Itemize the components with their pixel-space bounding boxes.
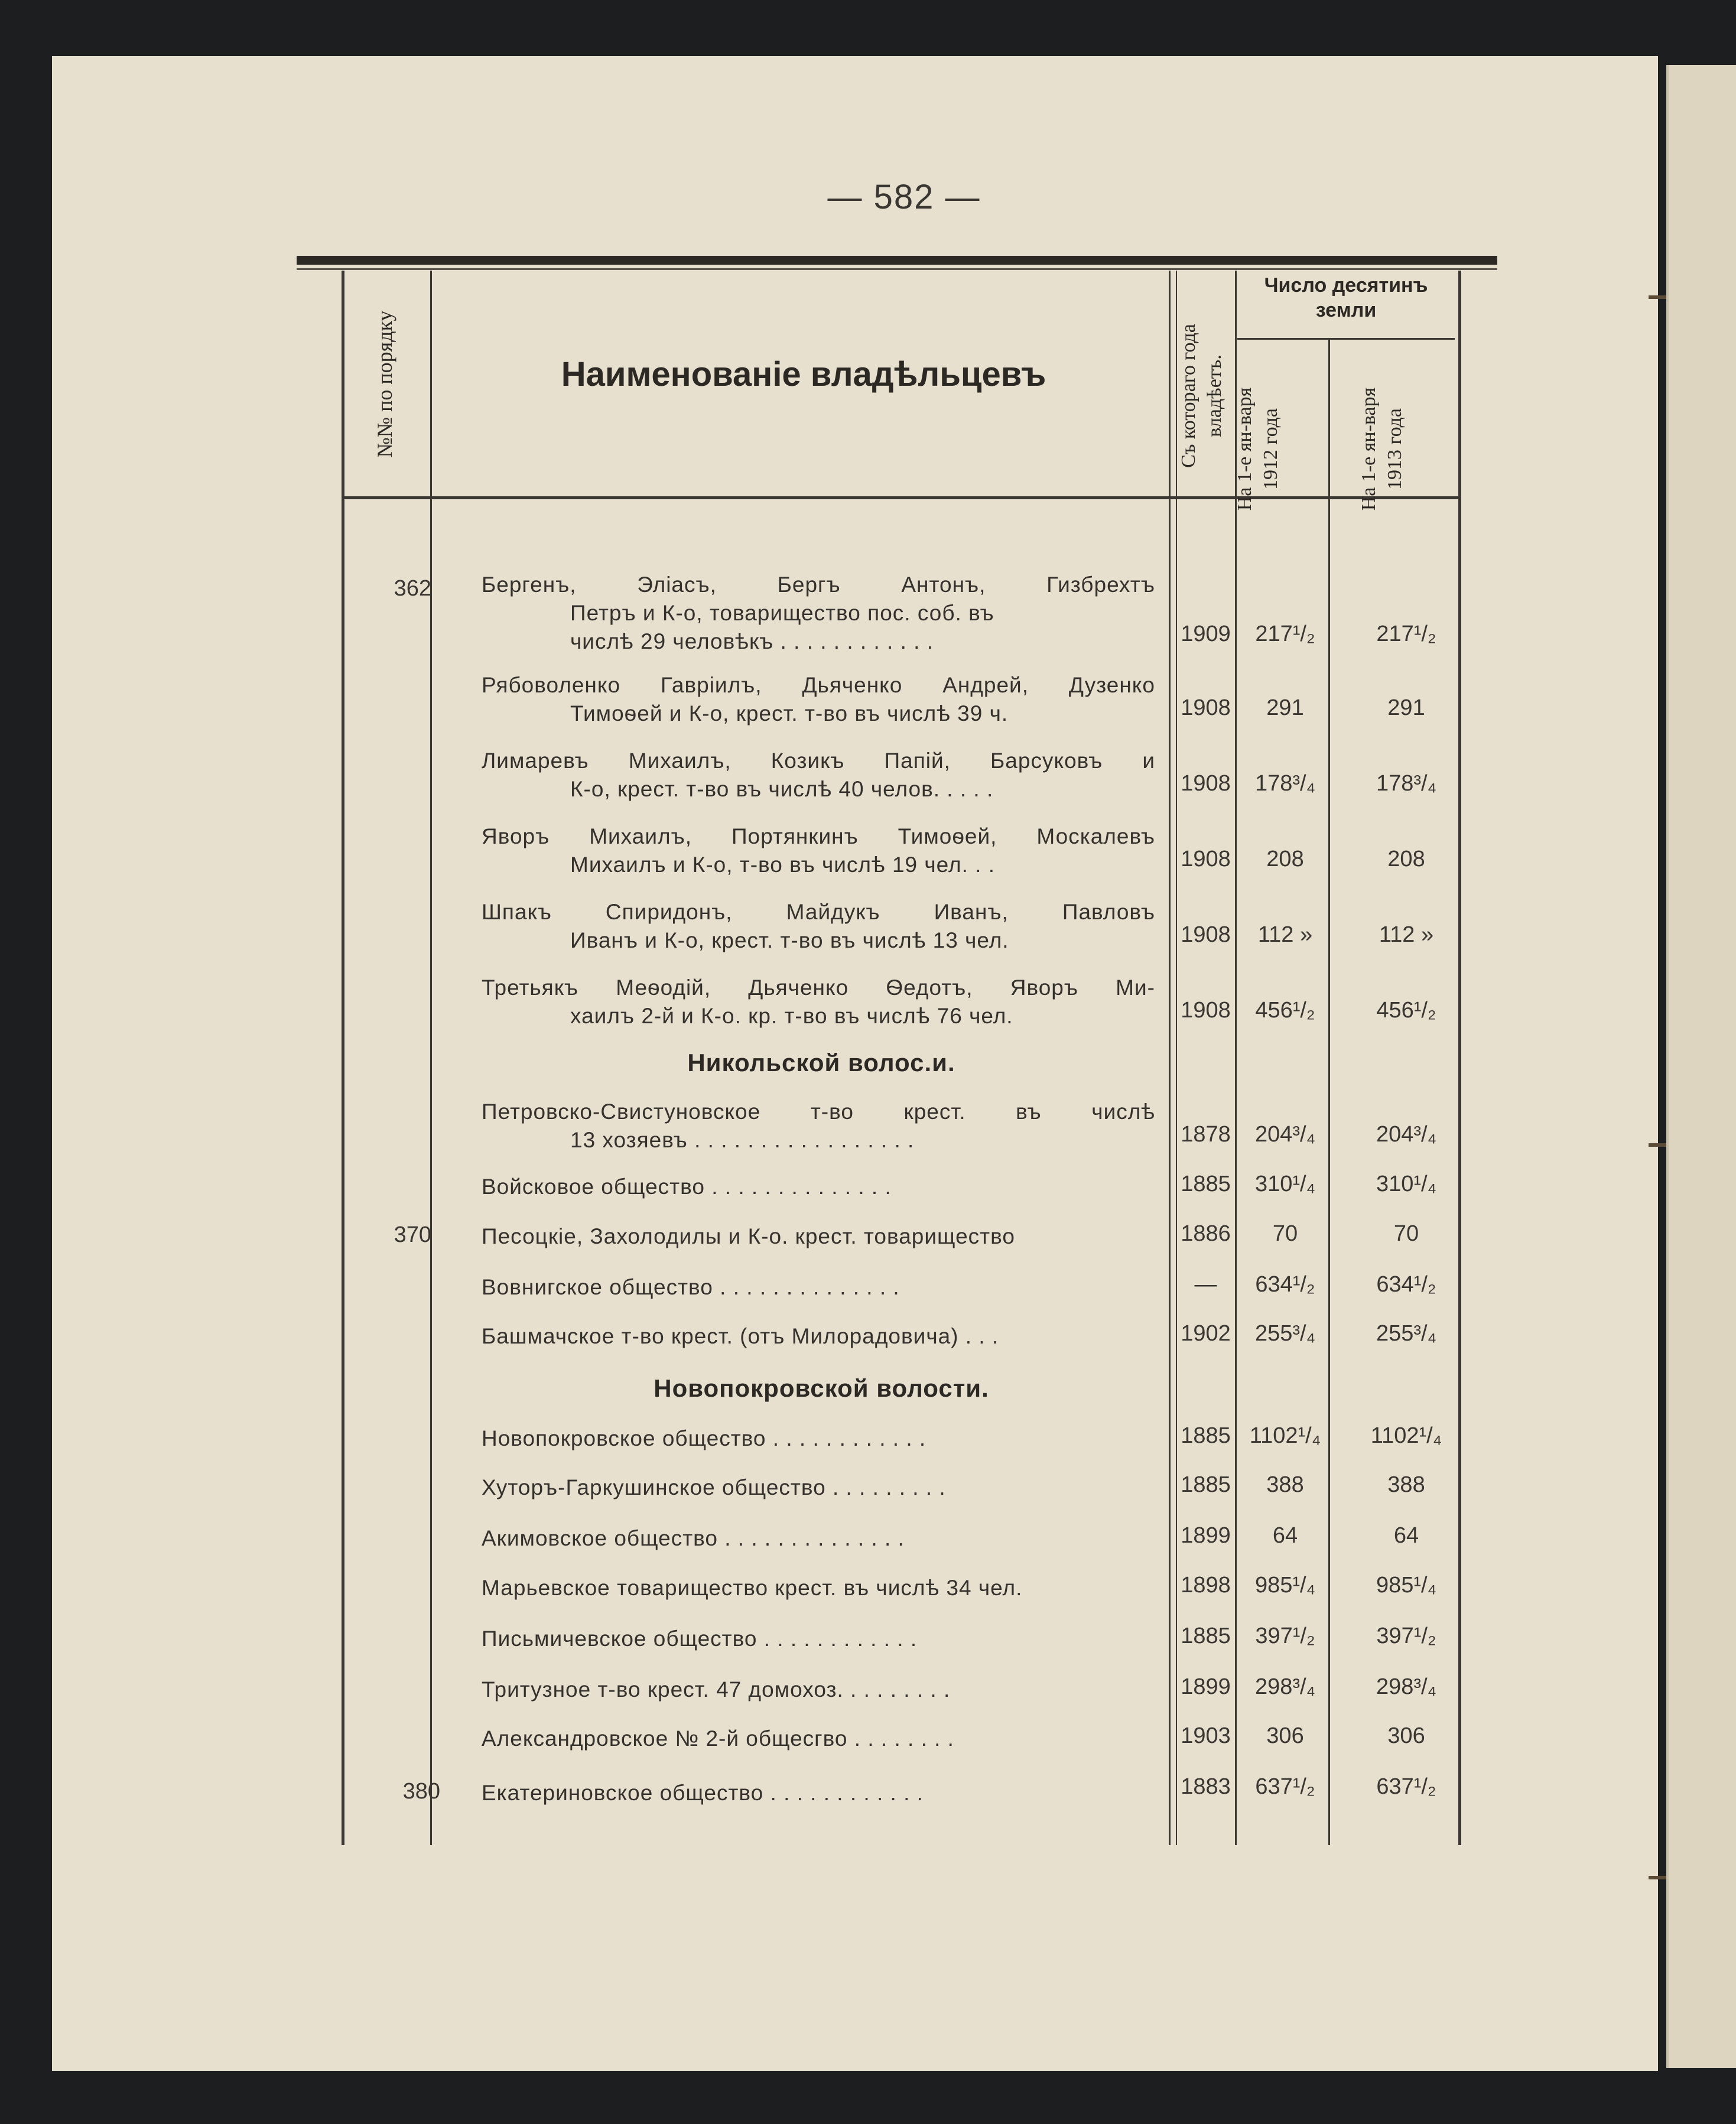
area-1913: 1102¹/₄ [1370, 1423, 1442, 1448]
owner-name: Третьякъ Меѳодій, Дьяченко Ѳедотъ, Яворъ Ми- хаилъ 2-й и К-о. кр. т-во въ числѣ 76 чел. [482, 975, 1155, 1028]
area-1913: 456¹/₂ [1376, 998, 1436, 1023]
owner-name: Песоцкіе, Захолодилы и К-о. крест. товарищество [482, 1224, 1015, 1248]
area-1912: 634¹/₂ [1255, 1272, 1315, 1297]
owner-name: Письмичевское общество . . . . . . . . . . . . [482, 1627, 918, 1651]
area-1913: 306 [1387, 1723, 1425, 1748]
owner-name: Рябоволенко Гавріилъ, Дьяченко Андрей, Дузенко Тимоѳей и К-о, крест. т-во въ числѣ 39 ч. [482, 673, 1155, 726]
owner-name: Башмачское т-во крест. (отъ Милорадовича) . . . [482, 1324, 999, 1348]
area-1913: 208 [1387, 847, 1425, 871]
owner-name: Екатериновское общество . . . . . . . . . . . . [482, 1781, 924, 1805]
owner-name: Тритузное т-во крест. 47 домохоз. . . . . . . . . [482, 1677, 951, 1702]
area-1913: 291 [1387, 695, 1425, 720]
owner-name: Войсковое общество . . . . . . . . . . . . . . [482, 1175, 892, 1199]
year-cell: 1908 [1181, 922, 1231, 947]
year-cell: 1908 [1181, 847, 1231, 871]
table-top-rule [297, 256, 1497, 265]
header-col-name: Наименованіе владѣльцевъ [561, 355, 1046, 393]
owner-name: Хуторъ-Гаркушинское общество . . . . . . . . . [482, 1475, 946, 1500]
year-cell: — [1194, 1272, 1217, 1297]
table-left-border [342, 271, 344, 1845]
area-1912: 298³/₄ [1254, 1674, 1316, 1699]
group-header-rule [1237, 338, 1455, 340]
owner-name: Бергенъ, Эліасъ, Бергъ Антонъ, Гизбрехтъ Петръ и К-о, товарищество пос. соб. въ числѣ 29 человѣкъ . . . . . . . . . . . . [482, 573, 1155, 653]
year-cell: 1885 [1181, 1423, 1231, 1448]
area-1912: 70 [1272, 1221, 1298, 1246]
section-heading-novopokrovskaya: Новопокровской волости. [654, 1374, 989, 1402]
owner-name: Марьевское товарищество крест. въ числѣ 34 чел. [482, 1576, 1023, 1600]
owner-name: Новопокровское общество . . . . . . . . . . . . [482, 1426, 926, 1450]
area-1912: 637¹/₂ [1255, 1774, 1315, 1799]
year-cell: 1885 [1181, 1172, 1231, 1196]
owner-name: Александровское № 2-й общесгво . . . . . . . . [482, 1726, 954, 1751]
year-cell: 1885 [1181, 1472, 1231, 1497]
col-divider-1912 [1328, 340, 1330, 1845]
area-1913: 112 » [1379, 922, 1434, 947]
area-1912: 217¹/₂ [1255, 622, 1315, 646]
year-cell: 1908 [1181, 998, 1231, 1023]
area-1912: 306 [1266, 1723, 1304, 1748]
owner-name: Петровско-Свистуновское т-во крест. въ числѣ 13 хозяевъ . . . . . . . . . . . . . . . . . [482, 1100, 1155, 1152]
owner-name: Лимаревъ Михаилъ, Козикъ Папій, Барсуковъ и К-о, крест. т-во въ числѣ 40 челов. . . . . [482, 749, 1155, 801]
area-1912: 388 [1266, 1472, 1304, 1497]
binding-mark [1649, 295, 1666, 299]
header-col-group: Число десятинъ земли [1264, 274, 1428, 321]
section-heading-nikolskaya: Никольской волос.и. [687, 1049, 955, 1076]
col-divider-name [1169, 271, 1171, 1845]
area-1913: 388 [1387, 1472, 1425, 1497]
row-number: 380 [402, 1779, 440, 1804]
owner-name: Акимовское общество . . . . . . . . . . . . . . [482, 1526, 905, 1550]
year-cell: 1899 [1181, 1523, 1231, 1548]
area-1913: 64 [1393, 1523, 1419, 1548]
header-col-year: Съ котораго года владѣетъ. [1178, 324, 1225, 468]
area-1912: 178³/₄ [1254, 771, 1316, 796]
binding-mark [1649, 1876, 1666, 1879]
year-cell: 1902 [1181, 1321, 1231, 1346]
header-col-number: №№ по порядку [373, 310, 396, 458]
area-1913: 178³/₄ [1376, 771, 1437, 796]
area-1913: 298³/₄ [1376, 1674, 1437, 1699]
area-1913: 985¹/₄ [1376, 1573, 1437, 1598]
area-1912: 291 [1266, 695, 1304, 720]
area-1913: 70 [1393, 1221, 1419, 1246]
table-right-border [1458, 271, 1461, 1845]
col-divider-num [430, 271, 432, 1845]
year-cell: 1908 [1181, 771, 1231, 796]
year-cell: 1909 [1181, 622, 1231, 646]
year-cell: 1885 [1181, 1624, 1231, 1648]
year-cell: 1903 [1181, 1723, 1231, 1748]
area-1912: 310¹/₄ [1254, 1172, 1316, 1196]
area-1912: 204³/₄ [1254, 1122, 1316, 1147]
area-1913: 204³/₄ [1376, 1122, 1437, 1147]
year-cell: 1908 [1181, 695, 1231, 720]
area-1913: 634¹/₂ [1376, 1272, 1436, 1297]
owner-name: Шпакъ Спиридонъ, Майдукъ Иванъ, Павловъ Иванъ и К-о, крест. т-во въ числѣ 13 чел. [482, 900, 1155, 952]
facing-page-edge [1666, 65, 1736, 2068]
col-divider-name-double [1176, 271, 1177, 1845]
year-cell: 1899 [1181, 1674, 1231, 1699]
area-1912: 64 [1272, 1523, 1298, 1548]
area-1913: 637¹/₂ [1376, 1774, 1436, 1799]
table-top-rule-thin [297, 268, 1497, 270]
binding-mark [1649, 1143, 1666, 1147]
area-1913: 310¹/₄ [1376, 1172, 1437, 1196]
row-number: 370 [394, 1222, 431, 1247]
area-1912: 456¹/₂ [1255, 998, 1315, 1023]
area-1912: 985¹/₄ [1254, 1573, 1316, 1598]
header-col-1912: На 1-е ян-варя 1912 года [1234, 387, 1282, 511]
area-1912: 397¹/₂ [1255, 1624, 1315, 1648]
year-cell: 1883 [1181, 1774, 1231, 1799]
area-1912: 208 [1266, 847, 1304, 871]
year-cell: 1878 [1181, 1122, 1231, 1147]
area-1913: 397¹/₂ [1376, 1624, 1436, 1648]
owner-name: Яворъ Михаилъ, Портянкинъ Тимоѳей, Москалевъ Михаилъ и К-о, т-во въ числѣ 19 чел. . . [482, 824, 1155, 877]
owner-name: Вовнигское общество . . . . . . . . . . . . . . [482, 1275, 900, 1299]
area-1912: 255³/₄ [1254, 1321, 1316, 1346]
year-cell: 1886 [1181, 1221, 1231, 1246]
area-1912: 112 » [1257, 922, 1313, 947]
year-cell: 1898 [1181, 1573, 1231, 1598]
row-number: 362 [394, 576, 431, 601]
page-number: — 582 — [827, 178, 981, 216]
area-1913: 255³/₄ [1376, 1321, 1437, 1346]
area-1913: 217¹/₂ [1376, 622, 1436, 646]
header-col-1913: На 1-е ян-варя 1913 года [1358, 387, 1406, 511]
area-1912: 1102¹/₄ [1249, 1423, 1321, 1448]
